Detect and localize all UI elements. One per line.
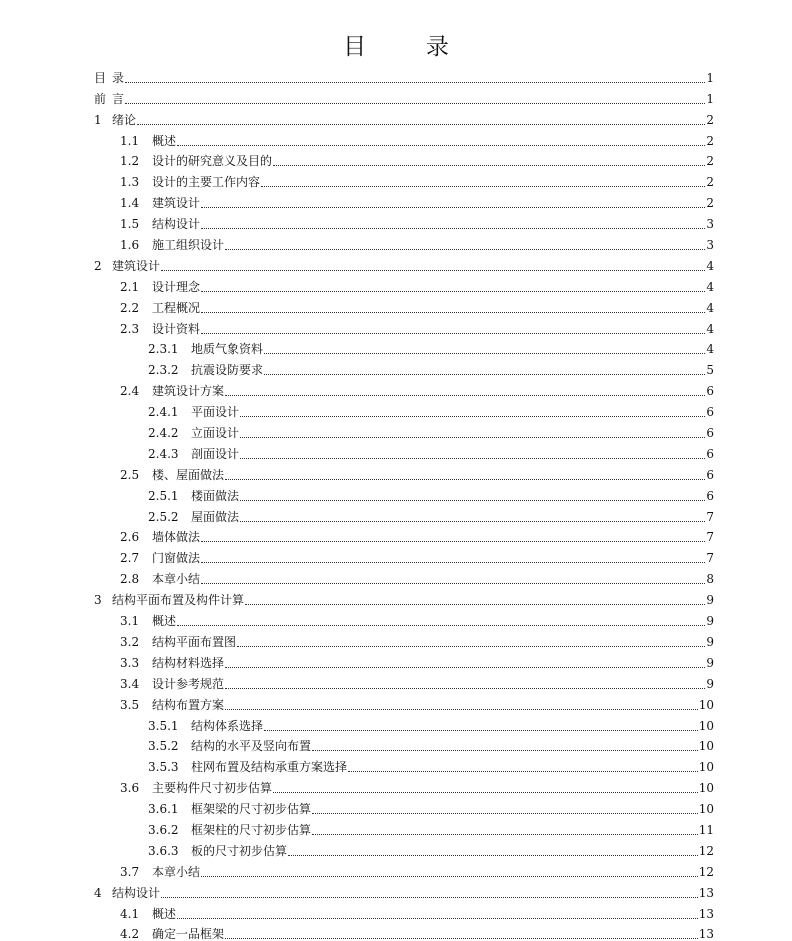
toc-entry-label: 柱网布置及结构承重方案选择: [191, 760, 348, 775]
dot-leader: [201, 220, 705, 230]
toc-entry[interactable]: [94, 795, 714, 816]
toc-entry-label: 结构设计: [152, 217, 201, 232]
dot-leader: [125, 74, 705, 84]
dot-leader: [312, 805, 698, 815]
toc-entry-label: 门窗做法: [152, 551, 201, 566]
dot-leader: [312, 742, 698, 752]
toc-entry-label: 概述: [152, 906, 177, 921]
toc-entry-label: 墙体做法: [152, 530, 201, 545]
toc-entry[interactable]: [94, 607, 714, 628]
toc-entry-label: 结构平面布置及构件计算: [112, 593, 245, 608]
toc-entry-page-number: 9: [706, 634, 714, 649]
toc-entry-label: 建筑设计: [112, 258, 161, 273]
dot-leader: [225, 387, 705, 397]
toc-entry-label: 地质气象资料: [191, 342, 264, 357]
toc-entry-page-number: 5: [706, 363, 714, 378]
toc-entry-label: 平面设计: [191, 405, 240, 420]
toc-entry-number: 2.3: [120, 321, 140, 336]
toc-entry-page-number: 4: [706, 321, 714, 336]
toc-entry-page-number: 6: [706, 426, 714, 441]
toc-entry-page-number: 4: [706, 300, 714, 315]
toc-entry-page-number: 2: [706, 133, 714, 148]
toc-entry[interactable]: [94, 816, 714, 837]
dot-leader: [240, 450, 705, 460]
toc-entry-page-number: 6: [706, 467, 714, 482]
toc-entry-page-number: 2: [706, 175, 714, 190]
dot-leader: [137, 116, 705, 126]
toc-entry-page-number: 2: [706, 196, 714, 211]
toc-entry-page-number: 9: [706, 593, 714, 608]
dot-leader: [264, 722, 698, 732]
toc-entry-page-number: 10: [698, 697, 714, 712]
toc-entry[interactable]: [94, 377, 714, 398]
toc-entry-label: 本章小结: [152, 864, 201, 879]
dot-leader: [225, 680, 705, 690]
toc-entry-number: 2.4: [120, 384, 140, 399]
toc-entry-number: 2.4.2: [148, 426, 179, 441]
toc-title: 目 录: [343, 34, 468, 60]
dot-leader: [125, 95, 705, 105]
toc-entry[interactable]: [94, 398, 714, 419]
toc-entry-page-number: 9: [706, 655, 714, 670]
toc-entry-number: 3.7: [120, 864, 140, 879]
dot-leader: [240, 408, 705, 418]
toc-entry-label: 概述: [152, 614, 177, 629]
toc-entry-label: 板的尺寸初步估算: [191, 843, 288, 858]
toc-entry-number: 2.5: [120, 467, 140, 482]
toc-entry-label: 主要构件尺寸初步估算: [152, 781, 273, 796]
toc-entry[interactable]: [94, 356, 714, 377]
toc-entry[interactable]: [94, 148, 714, 169]
toc-entry-label: 设计参考规范: [152, 676, 225, 691]
toc-entry-number: 3.6.1: [148, 802, 179, 817]
toc-entry[interactable]: [94, 294, 714, 315]
dot-leader: [201, 533, 705, 543]
toc-entry-page-number: 13: [698, 927, 714, 941]
dot-leader: [225, 659, 705, 669]
dot-leader: [201, 868, 698, 878]
toc-entry[interactable]: [94, 231, 714, 252]
toc-entry-number: 目: [94, 70, 107, 85]
toc-entry-number: 2.6: [120, 530, 140, 545]
dot-leader: [288, 847, 698, 857]
toc-entry[interactable]: [94, 691, 714, 712]
toc-entry-page-number: 2: [706, 112, 714, 127]
toc-entry-label: 框架梁的尺寸初步估算: [191, 802, 312, 817]
toc-entry-page-number: 10: [698, 760, 714, 775]
toc-entry[interactable]: [94, 900, 714, 921]
dot-leader: [201, 304, 705, 314]
toc-entry-label: 屋面做法: [191, 509, 240, 524]
toc-entry-number: 3.5.3: [148, 760, 179, 775]
toc-entry-number: 3.5.2: [148, 739, 179, 754]
toc-entry[interactable]: [94, 64, 714, 85]
toc-entry-page-number: 1: [706, 70, 714, 85]
toc-entry-page-number: 4: [706, 258, 714, 273]
toc-entry-page-number: 4: [706, 279, 714, 294]
toc-entry-number: 4.2: [120, 927, 140, 941]
toc-entry-number: 2.3.1: [148, 342, 179, 357]
toc-entry[interactable]: [94, 106, 714, 127]
toc-entry-label: 言: [112, 91, 125, 106]
toc-entry-number: 2.5.1: [148, 488, 179, 503]
toc-entry-number: 3.6.3: [148, 843, 179, 858]
toc-entry-label: 抗震设防要求: [191, 363, 264, 378]
toc-entry[interactable]: [94, 461, 714, 482]
toc-entry[interactable]: [94, 774, 714, 795]
toc-entry[interactable]: [94, 712, 714, 733]
toc-entry-label: 本章小结: [152, 572, 201, 587]
dot-leader: [237, 638, 705, 648]
toc-entry-page-number: 9: [706, 614, 714, 629]
dot-leader: [264, 366, 705, 376]
toc-entry-label: 楼面做法: [191, 488, 240, 503]
toc-entry-page-number: 6: [706, 488, 714, 503]
toc-entry-number: 1.4: [120, 196, 140, 211]
dot-leader: [177, 910, 698, 920]
toc-entry[interactable]: [94, 733, 714, 754]
toc-entry-number: 2.4.1: [148, 405, 179, 420]
toc-entry[interactable]: [94, 482, 714, 503]
toc-entry-label: 结构的水平及竖向布置: [191, 739, 312, 754]
dot-leader: [161, 262, 705, 272]
toc-entry-number: 4.1: [120, 906, 140, 921]
dot-leader: [240, 492, 705, 502]
toc-entry[interactable]: [94, 127, 714, 148]
toc-entry-label: 设计资料: [152, 321, 201, 336]
toc-entry[interactable]: [94, 210, 714, 231]
dot-leader: [245, 596, 705, 606]
toc-entry[interactable]: [94, 503, 714, 524]
toc-entry[interactable]: [94, 753, 714, 774]
toc-entry-number: 3.5.1: [148, 718, 179, 733]
toc-entry-label: 概述: [152, 133, 177, 148]
dot-leader: [273, 784, 698, 794]
toc-entry-page-number: 2: [706, 154, 714, 169]
toc-entry[interactable]: [94, 628, 714, 649]
toc-entry-page-number: 10: [698, 739, 714, 754]
toc-entry-label: 绪论: [112, 112, 137, 127]
toc-entry-number: 2.8: [120, 572, 140, 587]
toc-entry-page-number: 11: [698, 822, 714, 837]
toc-entry-label: 楼、屋面做法: [152, 467, 225, 482]
toc-entry[interactable]: [94, 524, 714, 545]
toc-entry[interactable]: [94, 419, 714, 440]
toc-entry-label: 建筑设计: [152, 196, 201, 211]
toc-entry[interactable]: [94, 315, 714, 336]
toc-entry-number: 2.3.2: [148, 363, 179, 378]
toc-entry-number: 3: [94, 593, 102, 608]
dot-leader: [201, 283, 705, 293]
dot-leader: [177, 137, 705, 147]
toc-entry[interactable]: [94, 336, 714, 357]
dot-leader: [264, 345, 705, 355]
dot-leader: [161, 889, 698, 899]
toc-entry-page-number: 7: [706, 530, 714, 545]
dot-leader: [201, 575, 705, 585]
toc-entry[interactable]: [94, 879, 714, 900]
toc-entry-number: 3.4: [120, 676, 140, 691]
dot-leader: [201, 554, 705, 564]
toc-entry-number: 1.5: [120, 217, 140, 232]
toc-entry-page-number: 10: [698, 781, 714, 796]
toc-entry[interactable]: [94, 252, 714, 273]
toc-entry-number: 3.3: [120, 655, 140, 670]
toc-entry-page-number: 7: [706, 509, 714, 524]
toc-entry[interactable]: [94, 544, 714, 565]
toc-entry[interactable]: [94, 565, 714, 586]
toc-entry-number: 1: [94, 112, 102, 127]
toc-entry-label: 结构材料选择: [152, 655, 225, 670]
toc-entry-page-number: 6: [706, 446, 714, 461]
toc-entry-label: 立面设计: [191, 426, 240, 441]
toc-entry[interactable]: [94, 168, 714, 189]
toc-entry-page-number: 1: [706, 91, 714, 106]
toc-entry[interactable]: [94, 837, 714, 858]
dot-leader: [225, 930, 698, 940]
toc-entry-number: 2.1: [120, 279, 140, 294]
toc-entry-page-number: 4: [706, 342, 714, 357]
toc-entry-number: 4: [94, 885, 102, 900]
toc-entry-label: 结构平面布置图: [152, 634, 237, 649]
toc-entry[interactable]: [94, 189, 714, 210]
toc-entry-number: 前: [94, 91, 107, 106]
toc-entry-number: 1.1: [120, 133, 140, 148]
toc-entry-label: 录: [112, 70, 125, 85]
toc-entry-page-number: 10: [698, 718, 714, 733]
toc-entry-page-number: 13: [698, 906, 714, 921]
toc-entry-label: 确定一品框架: [152, 927, 225, 941]
toc-entry-page-number: 9: [706, 676, 714, 691]
toc-entry-number: 3.2: [120, 634, 140, 649]
toc-entry[interactable]: [94, 586, 714, 607]
toc-entry-label: 设计的研究意义及目的: [152, 154, 273, 169]
toc-entry-page-number: 6: [706, 405, 714, 420]
toc-entry-number: 3.6.2: [148, 822, 179, 837]
toc-entry-label: 结构布置方案: [152, 697, 225, 712]
dot-leader: [225, 241, 705, 251]
toc-entry-number: 2.2: [120, 300, 140, 315]
toc-entry-number: 3.5: [120, 697, 140, 712]
toc-entry[interactable]: [94, 273, 714, 294]
toc-entry-page-number: 13: [698, 885, 714, 900]
dot-leader: [201, 325, 705, 335]
dot-leader: [225, 701, 698, 711]
toc-entry-number: 1.3: [120, 175, 140, 190]
toc-entry[interactable]: [94, 921, 714, 941]
toc-entry-label: 设计理念: [152, 279, 201, 294]
toc-entry[interactable]: [94, 649, 714, 670]
toc-entry-number: 1.6: [120, 238, 140, 253]
toc-entry[interactable]: [94, 670, 714, 691]
toc-entry-number: 2.7: [120, 551, 140, 566]
toc-entry-label: 结构设计: [112, 885, 161, 900]
toc-entry-number: 3.1: [120, 614, 140, 629]
toc-entry[interactable]: [94, 85, 714, 106]
toc-entry-label: 结构体系选择: [191, 718, 264, 733]
dot-leader: [312, 826, 698, 836]
toc-entry-page-number: 3: [706, 217, 714, 232]
dot-leader: [348, 763, 698, 773]
toc-entry-number: 2: [94, 258, 102, 273]
dot-leader: [240, 429, 705, 439]
toc-entry-label: 框架柱的尺寸初步估算: [191, 822, 312, 837]
toc-entry-page-number: 12: [698, 843, 714, 858]
toc-entry[interactable]: [94, 440, 714, 461]
toc-entry-number: 2.4.3: [148, 446, 179, 461]
toc-entry-label: 设计的主要工作内容: [152, 175, 261, 190]
toc-entry-page-number: 10: [698, 802, 714, 817]
toc-entry-number: 2.5.2: [148, 509, 179, 524]
toc-entry-page-number: 8: [706, 572, 714, 587]
toc-entry-label: 建筑设计方案: [152, 384, 225, 399]
toc-entry-number: 1.2: [120, 154, 140, 169]
dot-leader: [261, 178, 705, 188]
toc-entry-page-number: 7: [706, 551, 714, 566]
toc-entry[interactable]: [94, 858, 714, 879]
dot-leader: [177, 617, 705, 627]
dot-leader: [201, 199, 705, 209]
toc-entry-label: 施工组织设计: [152, 238, 225, 253]
dot-leader: [225, 471, 705, 481]
table-of-contents: [94, 64, 714, 941]
dot-leader: [240, 513, 705, 523]
toc-entry-number: 3.6: [120, 781, 140, 796]
toc-entry-page-number: 12: [698, 864, 714, 879]
toc-entry-label: 剖面设计: [191, 446, 240, 461]
toc-entry-page-number: 6: [706, 384, 714, 399]
toc-entry-page-number: 3: [706, 238, 714, 253]
dot-leader: [273, 157, 705, 167]
toc-entry-label: 工程概况: [152, 300, 201, 315]
